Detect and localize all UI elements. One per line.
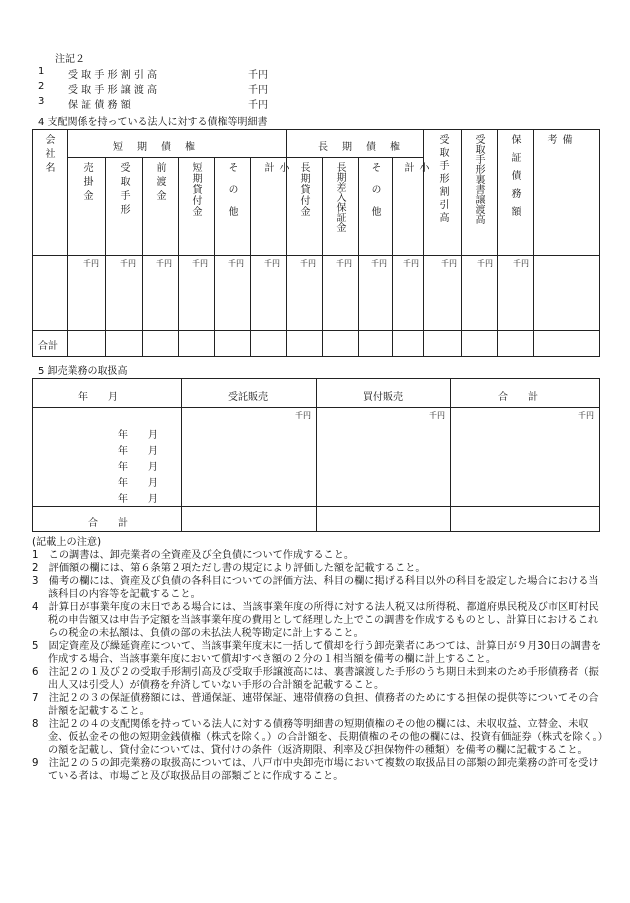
note-item: 8 注記２の４の支配関係を持っている法人に対する債務等明細書の短期債権のその他の欄には、未収収益、立替金、未収金、仮払金その他の短期金銭債権（株式を除く。）の合計額を、長期債権のその他の欄には、投資有価証券（株式を除く。）の額を記載し、貸付金については、貸付けの条件（返済期限、利率及び担保物件の種類）を備考の欄に記載すること。	[32, 719, 603, 756]
long-term-header: 長 期 債 権	[318, 142, 402, 153]
unit-label: 千円	[403, 259, 419, 268]
col-line	[214, 157, 215, 356]
item-unit: 千円	[248, 85, 268, 96]
col-header-shokei: 小計	[262, 162, 288, 212]
col-line	[533, 130, 534, 356]
col-header-tanki-kashitsuke: 短期貸付金	[190, 162, 201, 217]
unit-label: 千円	[336, 259, 352, 268]
unit-label: 千円	[513, 259, 529, 268]
col-header-total: 合 計	[498, 392, 538, 403]
month-row: 年 月	[118, 430, 158, 441]
note-item: 9 注記２の５の卸売業務の取扱高については、八戸市中央卸売市場において複数の取扱品目の部類の卸売業務の許可を受けている者は、市場ごと及び取扱品目の部類ごとに作成すること。	[32, 758, 599, 782]
note-item: 3 備考の欄には、資産及び負債の各科目についての評価方法、科目の欄に掲げる科目以外の科目を設定した場合における当該科目の内容等を記載すること。	[32, 576, 599, 600]
chuki2-heading: 注記２	[55, 54, 85, 65]
col-header-maewatashi: 前渡金	[154, 162, 165, 204]
chuki2-list	[38, 66, 338, 111]
item-number: 3	[38, 96, 45, 107]
col-line	[497, 130, 498, 356]
total-label: 合 計	[88, 518, 128, 529]
unit-label: 千円	[371, 259, 387, 268]
item-label: 保 証 債 務 額	[68, 100, 131, 111]
item-unit: 千円	[248, 100, 268, 111]
unit-label: 千円	[300, 259, 316, 268]
section4-title: 4 支配関係を持っている法人に対する債権等明細書	[38, 117, 268, 128]
col-line	[250, 157, 251, 356]
section5-title: 5 卸売業務の取扱高	[38, 366, 128, 377]
total-label: 合計	[38, 341, 58, 352]
col-line	[450, 379, 451, 531]
unit-label: 千円	[429, 411, 445, 420]
col-line	[181, 379, 182, 531]
group-divider	[67, 157, 423, 158]
unit-label: 千円	[228, 259, 244, 268]
item-label: 受 取 手 形 譲 渡 高	[68, 85, 158, 96]
month-row: 年 月	[118, 462, 158, 473]
col-header-sonota-long: その他	[369, 162, 380, 228]
unit-label: 千円	[156, 259, 172, 268]
short-term-header: 短 期 債 権	[113, 142, 197, 153]
col-header-shokei-long: 小計	[402, 162, 428, 212]
col-line	[142, 157, 143, 356]
col-line	[67, 130, 68, 356]
month-row: 年 月	[118, 478, 158, 489]
note-item: 4 計算日が事業年度の末日である場合には、当該事業年度の所得に対する法人税又は所得税、都道府県民税及び市区町村民税の申告額又は申告予定額を当該事業年度の費用として経理した上でこの調書を作成するものとし、計算日におけるこれらの税金の未払額は、負債の部の未払法人税等勘定に計上すること。	[32, 602, 599, 639]
note-item: 7 注記２の３の保証債務額には、普通保証、連帯保証、連帯債務の負担、債務者のためにする担保の提供等についてその合計額を記載すること。	[32, 693, 599, 717]
unit-label: 千円	[441, 259, 457, 268]
chuki2-item	[38, 96, 338, 111]
item-unit: 千円	[248, 70, 268, 81]
col-header-uragaki: 受取手形裏書譲渡高	[473, 134, 484, 224]
col-header-urikake: 売掛金	[81, 162, 92, 204]
month-row: 年 月	[118, 446, 158, 457]
unit-label: 千円	[477, 259, 493, 268]
col-header-waribiki: 受取手形割引高	[437, 134, 448, 225]
col-header-choki-hoshokin: 長期差入保証金	[334, 162, 345, 232]
col-header-buy: 買付販売	[363, 392, 403, 403]
total-row-line	[33, 330, 599, 331]
col-header-date: 年 月	[78, 392, 118, 403]
col-header-hosho: 保証債務額	[509, 134, 520, 224]
unit-label: 千円	[83, 259, 99, 268]
col-header-company: 会社名	[43, 134, 54, 176]
note-item: 1 この調書は、卸売業者の全資産及び全負債について作成すること。	[32, 550, 355, 561]
note-item: 2 評価額の欄には、第６条第２項ただし書の規定により評価した額を記載すること。	[32, 563, 426, 574]
unit-label: 千円	[295, 411, 311, 420]
col-line	[461, 130, 462, 356]
item-number: 1	[38, 66, 45, 77]
col-header-consign: 受託販売	[228, 392, 268, 403]
note-item: 5 固定資産及び繰延資産について、当該事業年度末に一括して償却を行う卸売業者にあつては、計算日が９月30日の調書を作成する場合、当該事業年度において償却すべき額の２分の１相当額を備考の欄に計上すること。	[32, 641, 602, 665]
col-header-choki-kashitsuke: 長期貸付金	[298, 162, 309, 217]
col-line	[392, 157, 393, 356]
header-bottom-line	[33, 255, 599, 256]
notes-heading: (記載上の注意)	[32, 537, 102, 548]
unit-label: 千円	[578, 411, 594, 420]
unit-label: 千円	[264, 259, 280, 268]
col-line	[105, 157, 106, 356]
col-line	[178, 157, 179, 356]
col-header-uketori: 受取手形	[118, 162, 129, 218]
month-row: 年 月	[118, 494, 158, 505]
item-number: 2	[38, 81, 45, 92]
col-header-sonota: その他	[226, 162, 237, 228]
note-item: 6 注記２の１及び２の受取手形割引高及び受取手形譲渡高には、裏書譲渡した手形のうち期日未到来のため手形債務者（振出人又は引受人）が債務を弁済していない手形の合計額を記載すること。	[32, 667, 599, 691]
item-label: 受 取 手 形 割 引 高	[68, 70, 158, 81]
wholesale-table	[32, 378, 600, 532]
col-line	[322, 157, 323, 356]
chuki2-item	[38, 66, 338, 81]
notes-section	[32, 536, 604, 783]
col-header-biko: 備考	[545, 134, 571, 224]
unit-label: 千円	[192, 259, 208, 268]
chuki2-item	[38, 81, 338, 96]
col-line	[316, 379, 317, 531]
debt-table	[32, 129, 600, 357]
unit-label: 千円	[120, 259, 136, 268]
col-line	[358, 157, 359, 356]
